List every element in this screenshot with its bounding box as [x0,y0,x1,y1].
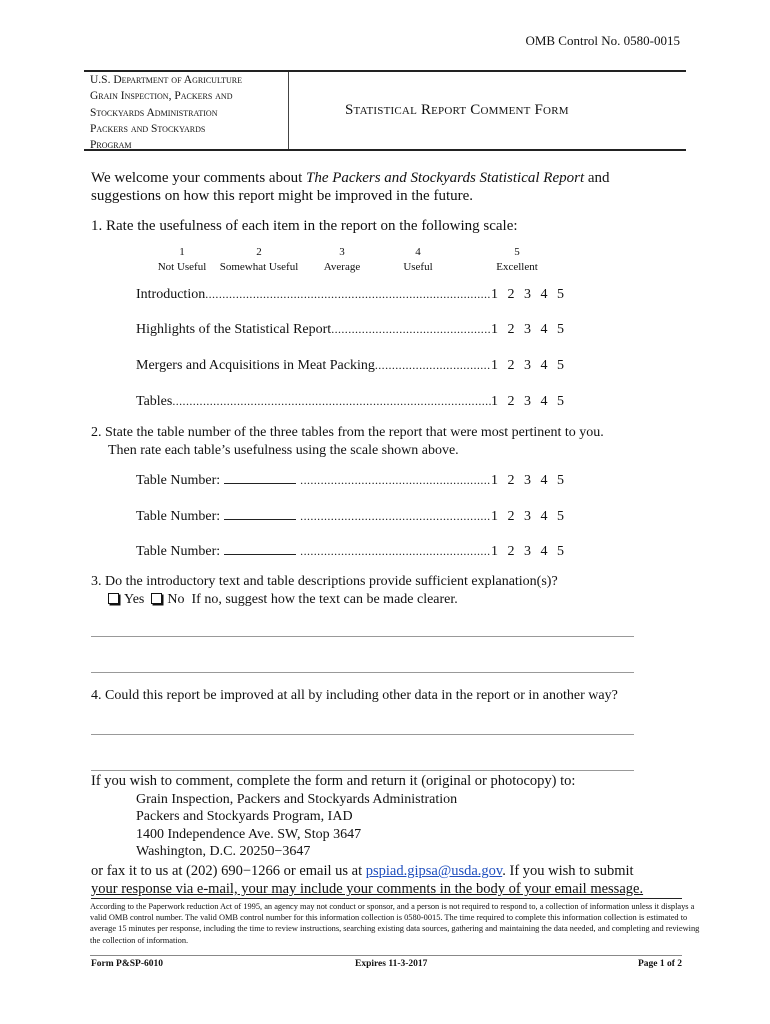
address-line: 1400 Independence Ave. SW, Stop 3647 [136,826,362,842]
scale-number: 3 [339,246,345,258]
question-3-options [91,591,711,609]
question-2-line-2: Then rate each table’s usefulness using the scale shown above. [108,443,459,458]
scale-number: 1 [179,246,185,258]
paperwork-notice: According to the Paperwork reduction Act of 1995, an agency may not conduct or sponsor, and a person is not required to respond to, a collection of information unless it displays a valid OMB control number. The valid OMB control number for this information collection is 0580-0015. The time required to complete this information collection is estimated to average 15 minutes per response, including the time to review instructions, searching existing data sources, gathering and maintaining the data needed, and completing and reviewing the collection of information. [90,902,700,945]
fax-email-text [91,862,731,880]
answer-line-3b[interactable] [91,672,634,673]
rating-item-label: Tables [136,394,173,409]
department-line: U.S. Department of Agriculture [90,74,242,86]
scale-label: Excellent [496,261,538,273]
rating-item-label: Introduction [136,287,206,302]
rating-row-highlights [136,322,564,338]
rating-scale[interactable]: 1 2 3 4 5 [491,509,564,524]
report-name: The Packers and Stockyards Statistical Report [305,170,585,186]
intro-text: We welcome your comments about [91,170,306,186]
no-checkbox[interactable] [151,593,162,604]
mailing-address [136,791,457,861]
scale-label: Average [323,261,361,273]
answer-line-4a[interactable] [91,734,634,735]
question-1: 1. Rate the usefulness of each item in the report on the following scale: [91,218,518,234]
header-divider [288,72,289,149]
rating-scale[interactable]: 1 2 3 4 5 [491,473,564,488]
department-line: Stockyards Administration [90,106,218,119]
department-line: Packers and Stockyards [90,122,206,135]
yes-checkbox[interactable] [108,593,119,604]
scale-number: 4 [415,246,421,258]
rating-scale[interactable]: 1 2 3 4 5 [491,544,564,559]
rating-scale[interactable]: 1 2 3 4 5 [491,358,564,373]
omb-control-number: OMB Control No. 0580-0015 [525,33,680,48]
answer-line-4b[interactable] [91,770,634,771]
submit-text: . If you wish to submit [502,863,634,879]
question-4: 4. Could this report be improved at all by including other data in the report or in another way? [91,688,618,703]
rating-row-tables [136,394,564,410]
scale-number: 2 [256,246,262,258]
form-number: Form P&SP-6010 [91,959,164,969]
expiration-date: Expires 11-3-2017 [355,959,428,969]
rating-scale[interactable]: 1 2 3 4 5 [491,322,564,337]
question-3 [91,573,711,609]
page-number: Page 1 of 2 [637,959,682,969]
intro-line-2: suggestions on how this report might be improved in the future. [91,188,474,204]
rating-item-label: Highlights of the Statistical Report [136,322,332,337]
intro-text-end: and [584,170,610,186]
question-2-line-1: 2. State the table number of the three tables from the report that were most pertinent to you. [91,425,604,440]
footer-rule [90,955,682,956]
scale-label: Useful [403,261,433,273]
scale-label: Somewhat Useful [219,261,299,273]
address-line: Packers and Stockyards Program, IAD [136,809,353,825]
email-instruction: your response via e-mail, your may include your comments in the body of your email message. [91,881,644,897]
rating-row-mergers [136,358,564,374]
yes-label: Yes [124,592,145,607]
table-number-label: Table Number: [136,509,221,524]
fax-text: or fax it to us at (202) 690−1266 or email us at [91,863,366,879]
table-number-label: Table Number: [136,544,221,559]
table-number-field[interactable] [224,471,296,484]
question-2 [91,424,711,460]
table-number-row [136,507,564,525]
department-line: Grain Inspection, Packers and [90,90,233,103]
scale-label: Not Useful [157,261,207,273]
table-number-field[interactable] [224,507,296,520]
suggest-text: If no, suggest how the text can be made clearer. [191,592,458,607]
answer-line-3a[interactable] [91,636,634,637]
rating-scale[interactable]: 1 2 3 4 5 [491,287,564,302]
question-3-text: 3. Do the introductory text and table descriptions provide sufficient explanation(s)? [91,574,558,589]
department-block [90,72,285,153]
address-line: Washington, D.C. 20250−3647 [136,844,311,860]
address-line: Grain Inspection, Packers and Stockyards Administration [136,792,458,807]
department-line: Program [90,139,132,152]
table-number-field[interactable] [224,542,296,555]
rating-row-introduction [136,287,564,303]
return-instructions: If you wish to comment, complete the form and return it (original or photocopy) to: [91,773,576,789]
rating-item-label: Mergers and Acquisitions in Meat Packing [136,358,375,373]
intro-paragraph [91,169,691,205]
rating-scale[interactable]: 1 2 3 4 5 [491,394,564,409]
separator-rule [91,898,682,899]
table-number-row [136,471,564,489]
no-label: No [167,592,185,607]
table-number-row [136,542,564,560]
table-number-label: Table Number: [136,473,221,488]
form-title: Statistical Report Comment Form [345,102,569,118]
email-link[interactable]: pspiad.gipsa@usda.gov [365,863,503,879]
scale-number: 5 [514,246,520,258]
